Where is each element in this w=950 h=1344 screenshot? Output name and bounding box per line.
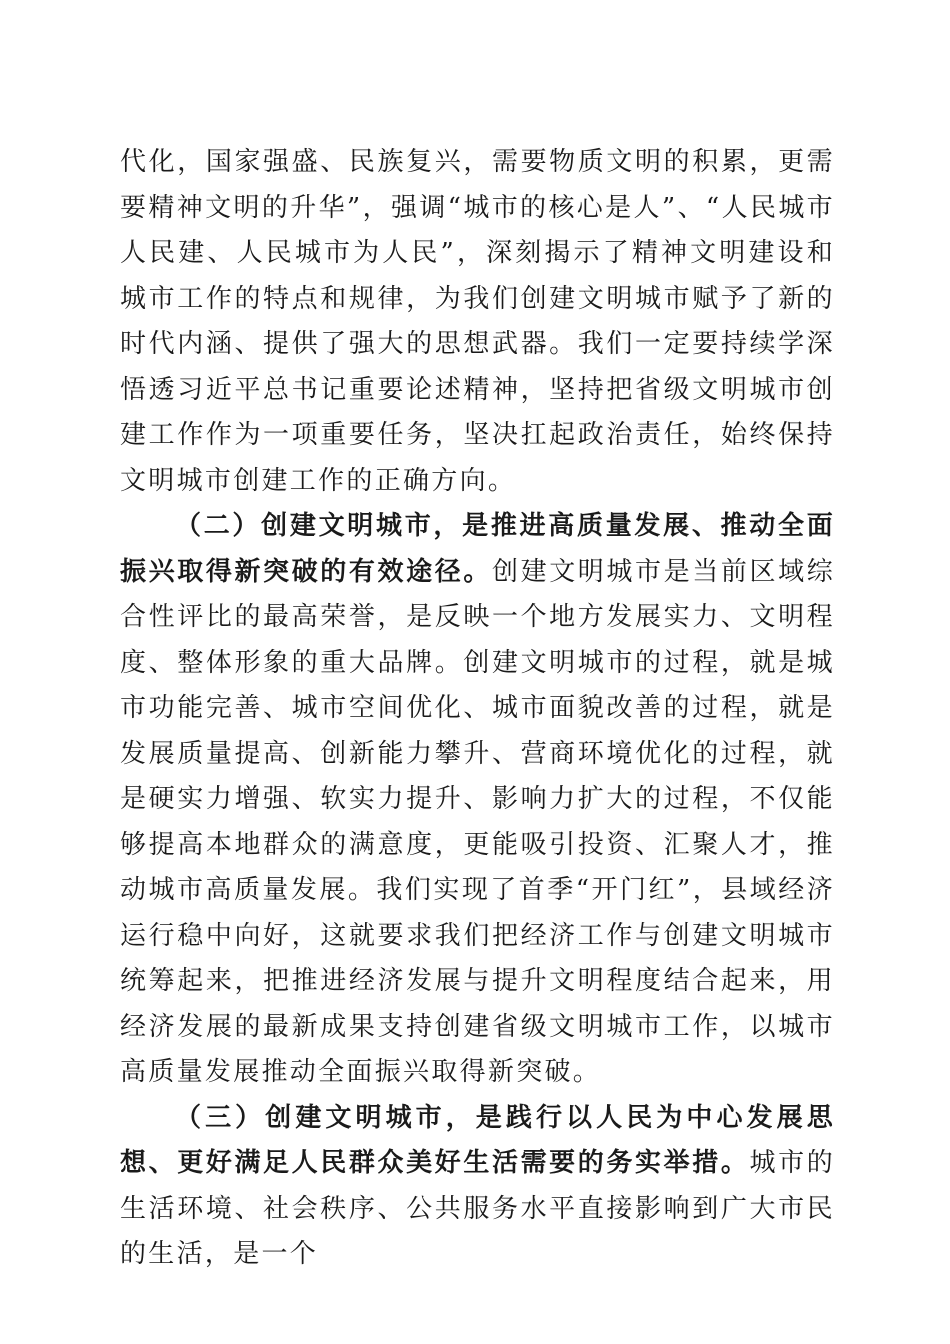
paragraph-2-text: 创建文明城市是当前区域综合性评比的最高荣誉，是反映一个地方发展实力、文明程度、整体形象的重大品牌。创建文明城市的过程，就是城市功能完善、城市空间优化、城市面貌改善的过程，就是发展质量提高、创新能力攀升、营商环境优化的过程，就是硬实力增强、软实力提升、影响力扩大的过程，不仅能够提高本地群众的满意度，更能吸引投资、汇聚人才，推动城市高质量发展。我们实现了首季“开门红”，县域经济运行稳中向好，这就要求我们把经济工作与创建文明城市统筹起来，把推进经济发展与提升文明程度结合起来，用经济发展的最新成果支持创建省级文明城市工作，以城市高质量发展推动全面振兴取得新突破。 [120,556,835,1087]
paragraph-3-heading: （三）创建文明城市，是践行以人民为中心发展思想、更好满足人民群众美好生活需要的务实举措。 [120,1102,835,1178]
paragraph-3-text: 城市的生活环境、社会秩序、公共服务水平直接影响到广大市民的生活，是一个 [120,1148,835,1269]
paragraph-2 [120,504,835,1096]
paragraph-1 [120,140,835,504]
paragraph-1-text: 代化，国家强盛、民族复兴，需要物质文明的积累，更需要精神文明的升华”，强调“城市的核心是人”、“人民城市人民建、人民城市为人民”，深刻揭示了精神文明建设和城市工作的特点和规律，为我们创建文明城市赋予了新的时代内涵、提供了强大的思想武器。我们一定要持续学深悟透习近平总书记重要论述精神，坚持把省级文明城市创建工作作为一项重要任务，坚决扛起政治责任，始终保持文明城市创建工作的正确方向。 [120,147,835,496]
document-body [120,140,835,1278]
paragraph-3 [120,1096,835,1278]
paragraph-2-heading: （二）创建文明城市，是推进高质量发展、推动全面振兴取得新突破的有效途径。 [120,511,835,587]
